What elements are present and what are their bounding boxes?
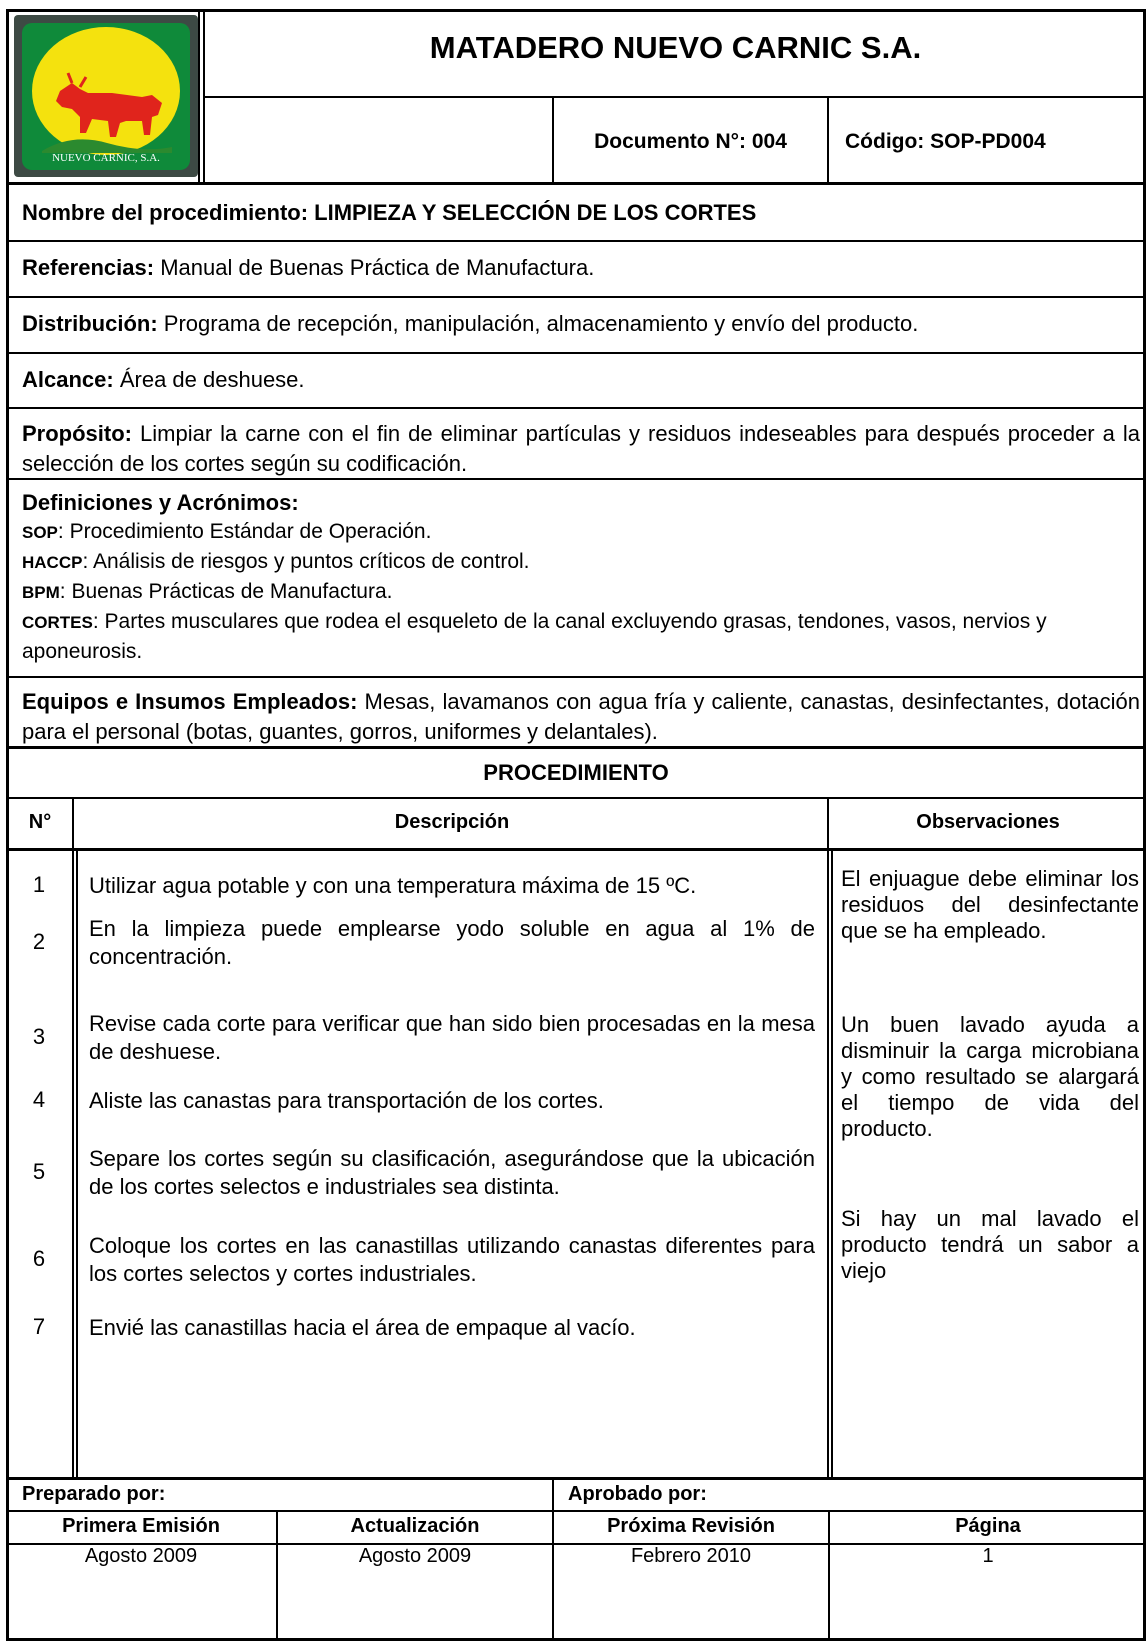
column-header-number: N° — [28, 811, 52, 833]
step-description: Revise cada corte para verificar que han sido bien procesadas en la mesa de deshuese. — [89, 1011, 815, 1064]
procedure-name-label: Nombre del procedimiento: — [22, 200, 309, 225]
document-number: Documento N°: 004 — [594, 130, 787, 153]
definitions-title: Definiciones y Acrónimos: — [22, 490, 299, 515]
column-header-description: Descripción — [394, 811, 510, 833]
footer-header-first-issue: Primera Emisión — [62, 1515, 220, 1537]
step-description: Envié las canastillas hacia el área de empaque al vacío. — [89, 1315, 636, 1340]
section-line — [6, 296, 1146, 298]
section-line — [6, 676, 1146, 678]
step-number: 2 — [32, 929, 46, 954]
table-divider — [76, 851, 78, 1477]
scope-label: Alcance: — [22, 367, 114, 392]
header-divider — [198, 9, 200, 183]
purpose-label: Propósito: — [22, 421, 132, 446]
equipment-label: Equipos e Insumos Empleados: — [22, 689, 358, 714]
section-line — [6, 746, 1146, 749]
definition-item: HACCP: Análisis de riesgos y puntos críticos de control. — [22, 550, 530, 573]
logo-badge — [22, 23, 190, 170]
step-number: 3 — [32, 1024, 46, 1049]
references-label: Referencias: — [22, 255, 155, 280]
footer-line — [6, 1510, 1146, 1512]
definition-item: CORTES: Partes musculares que rodea el esqueleto de la canal excluyendo grasas, tendones, vasos, nervios y aponeurosis. — [22, 610, 1047, 663]
column-header-observations: Observaciones — [916, 811, 1060, 833]
section-line — [6, 478, 1146, 480]
scope-value: Área de deshuese. — [119, 367, 305, 392]
equipment-value: Mesas, lavamanos con agua fría y caliente, canastas, desinfectantes, dotación para el personal (botas, guantes, gorros, uniformes y delantales). — [22, 689, 1140, 744]
step-description: Utilizar agua potable y con una temperatura máxima de 15 ºC. — [89, 873, 697, 898]
footer-header-page: Página — [955, 1515, 1021, 1537]
prepared-by: Preparado por: — [22, 1483, 166, 1505]
footer-value-page: 1 — [982, 1545, 994, 1567]
table-divider — [831, 851, 833, 1477]
observation: El enjuague debe eliminar los residuos del desinfectante que se ha empleado. — [841, 866, 1139, 943]
header-divider — [827, 96, 829, 183]
document-code: Código: SOP-PD004 — [845, 130, 1046, 153]
observation: Un buen lavado ayuda a disminuir la carga microbiana y como resultado se alargará el tiempo de vida del producto. — [841, 1012, 1139, 1141]
section-line — [6, 182, 1146, 185]
table-header-line — [6, 848, 1146, 851]
footer-value-update: Agosto 2009 — [358, 1545, 472, 1567]
section-line — [6, 240, 1146, 242]
equipment — [22, 687, 1140, 747]
section-line — [6, 352, 1146, 354]
section-line — [6, 797, 1146, 799]
table-divider — [72, 797, 74, 1477]
definition-item: SOP: Procedimiento Estándar de Operación. — [22, 520, 432, 543]
procedure-name-value: LIMPIEZA Y SELECCIÓN DE LOS CORTES — [314, 200, 757, 225]
procedure-title: PROCEDIMIENTO — [483, 760, 669, 785]
table-divider — [827, 797, 829, 1477]
purpose — [22, 419, 1140, 479]
references — [22, 254, 1132, 282]
distribution-value: Programa de recepción, manipulación, almacenamiento y envío del producto. — [163, 311, 919, 336]
step-number: 6 — [32, 1246, 46, 1271]
definition-item: BPM: Buenas Prácticas de Manufactura. — [22, 580, 393, 603]
step-description: Aliste las canastas para transportación de los cortes. — [89, 1088, 604, 1113]
approved-by: Aprobado por: — [568, 1483, 707, 1505]
footer-value-first-issue: Agosto 2009 — [84, 1545, 198, 1567]
footer-divider — [552, 1479, 554, 1511]
step-description: En la limpieza puede emplearse yodo soluble en agua al 1% de concentración. — [89, 916, 815, 969]
distribution-label: Distribución: — [22, 311, 158, 336]
footer-line — [6, 1477, 1146, 1480]
step-number: 7 — [32, 1314, 46, 1339]
footer-value-next-review: Febrero 2010 — [630, 1545, 752, 1567]
step-description: Coloque los cortes en las canastillas utilizando canastas diferentes para los cortes selectos y cortes industriales. — [89, 1233, 815, 1286]
logo-text: NUEVO CARNIC, S.A. — [52, 152, 160, 164]
bull-icon — [42, 63, 172, 153]
references-value: Manual de Buenas Práctica de Manufactura. — [160, 255, 595, 280]
distribution — [22, 310, 1142, 338]
footer-header-next-review: Próxima Revisión — [607, 1515, 775, 1537]
step-number: 5 — [32, 1159, 46, 1184]
observation: Si hay un mal lavado el producto tendrá un sabor a viejo — [841, 1206, 1139, 1283]
step-description: Separe los cortes según su clasificación, asegurándose que la ubicación de los cortes selectos e industriales sea distinta. — [89, 1146, 815, 1199]
definitions — [22, 489, 1142, 666]
step-number: 1 — [32, 872, 46, 897]
company-title: MATADERO NUEVO CARNIC S.A. — [429, 30, 922, 65]
header-line — [203, 96, 1146, 98]
procedure-name — [22, 199, 1132, 227]
section-line — [6, 407, 1146, 409]
step-number: 4 — [32, 1087, 46, 1112]
scope — [22, 366, 1132, 394]
purpose-value: Limpiar la carne con el fin de eliminar partículas y residuos indeseables para después proceder a la selección de los cortes según su codificación. — [22, 421, 1140, 476]
footer-header-update: Actualización — [350, 1515, 480, 1537]
